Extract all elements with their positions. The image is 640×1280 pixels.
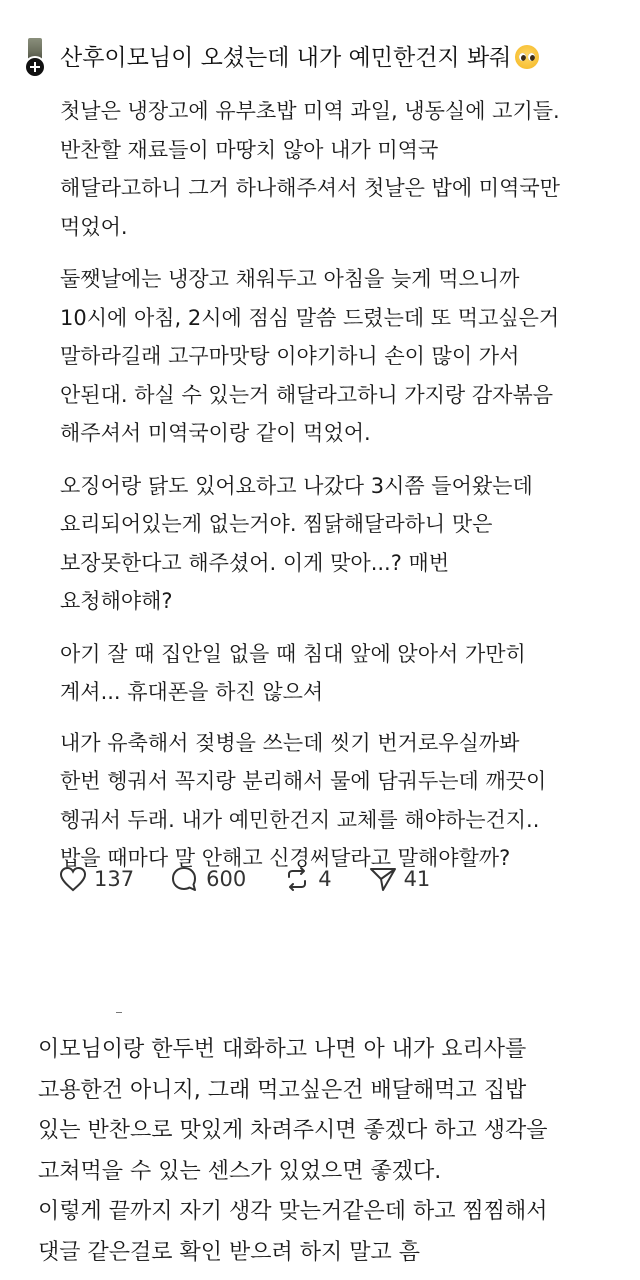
follow-plus-icon[interactable] (24, 56, 46, 78)
text-line: 먹었어. (60, 214, 128, 239)
text-line: 해달라고하니 그거 하나해주셔서 첫날은 밥에 미역국만 (60, 176, 560, 200)
comment-line: 이모님이랑 한두번 대화하고 나면 아 내가 요리사를 (38, 1037, 527, 1062)
comment-line: 고용한건 아니지, 그래 먹고싶은건 배달해먹고 집밥 (38, 1077, 527, 1103)
divider-mark (116, 1012, 122, 1013)
share-button[interactable] (368, 865, 431, 893)
post-actions-bar (58, 862, 430, 896)
author-avatar-group[interactable] (22, 38, 48, 82)
comment-button[interactable] (170, 865, 246, 893)
text-line: 밥을 때마다 말 안해고 신경써달라고 말해야할까? (60, 846, 511, 870)
heart-icon (58, 865, 88, 893)
post-title (60, 42, 539, 74)
text-line: 보장못한다고 해주셨어. 이게 맞아...? 매번 (60, 550, 450, 575)
text-line: 해주셔서 미역국이랑 같이 먹었어. (60, 421, 371, 445)
text-line: 요청해야해? (60, 589, 173, 613)
share-count: 41 (403, 867, 431, 891)
repost-icon (282, 865, 312, 893)
post-paragraph-2 (60, 260, 630, 453)
text-line: 말하라길래 고구마맛탕 이야기하니 손이 많이 가서 (60, 344, 520, 368)
comment-line: 댓글 같은걸로 확인 받으려 하지 말고 흠 (38, 1239, 420, 1265)
text-line: 오징어랑 닭도 있어요하고 나갔다 3시쯤 들어왔는데 (60, 473, 533, 498)
text-line: 헹궈서 두래. 내가 예민한건지 교체를 해야하는건지.. (60, 807, 540, 832)
text-line: 10시에 아침, 2시에 점심 말씀 드렸는데 또 먹고싶은거 (60, 305, 560, 330)
like-button[interactable] (58, 865, 134, 893)
comment-line: 이렇게 끝까지 자기 생각 맞는거같은데 하고 찜찜해서 (38, 1199, 548, 1224)
send-icon (368, 865, 398, 893)
text-line: 첫날은 냉장고에 유부초밥 미역 과일, 냉동실에 고기들. (60, 99, 560, 123)
comment-text (38, 1030, 628, 1273)
post-paragraph-4 (60, 635, 630, 712)
text-line: 아기 잘 때 집안일 없을 때 침대 앞에 앉아서 가만히 (60, 641, 526, 666)
pleading-face-emoji-icon (515, 45, 539, 69)
text-line: 안된대. 하실 수 있는거 해달라고하니 가지랑 감자볶음 (60, 382, 554, 407)
text-line: 한번 헹궈서 꼭지랑 분리해서 물에 담궈두는데 깨끗이 (60, 769, 547, 793)
repost-button[interactable] (282, 865, 331, 893)
repost-count: 4 (318, 867, 332, 891)
text-line: 둘쨋날에는 냉장고 채워두고 아침을 늦게 먹으니까 (60, 267, 520, 291)
post-paragraph-3 (60, 467, 630, 621)
comment-count: 600 (206, 867, 247, 891)
post-body (60, 92, 630, 892)
comment-bubble-icon (170, 865, 200, 893)
text-line: 내가 유축해서 젖병을 쓰는데 씻기 번거로우실까봐 (60, 730, 520, 755)
text-line: 계셔... 휴대폰을 하진 않으셔 (60, 680, 324, 704)
post-title-text: 산후이모님이 오셨는데 내가 예민한건지 봐줘 (60, 45, 512, 71)
text-line: 요리되어있는게 없는거야. 찜닭해달라하니 맛은 (60, 512, 493, 536)
post-paragraph-1 (60, 92, 630, 246)
comment-line: 고쳐먹을 수 있는 센스가 있었으면 좋겠다. (38, 1158, 442, 1184)
comment-line: 있는 반찬으로 맛있게 차려주시면 좋겠다 하고 생각을 (38, 1118, 548, 1143)
post-paragraph-5 (60, 724, 630, 878)
text-line: 반찬할 재료들이 마땅치 않아 내가 미역국 (60, 137, 439, 162)
like-count: 137 (94, 867, 135, 891)
